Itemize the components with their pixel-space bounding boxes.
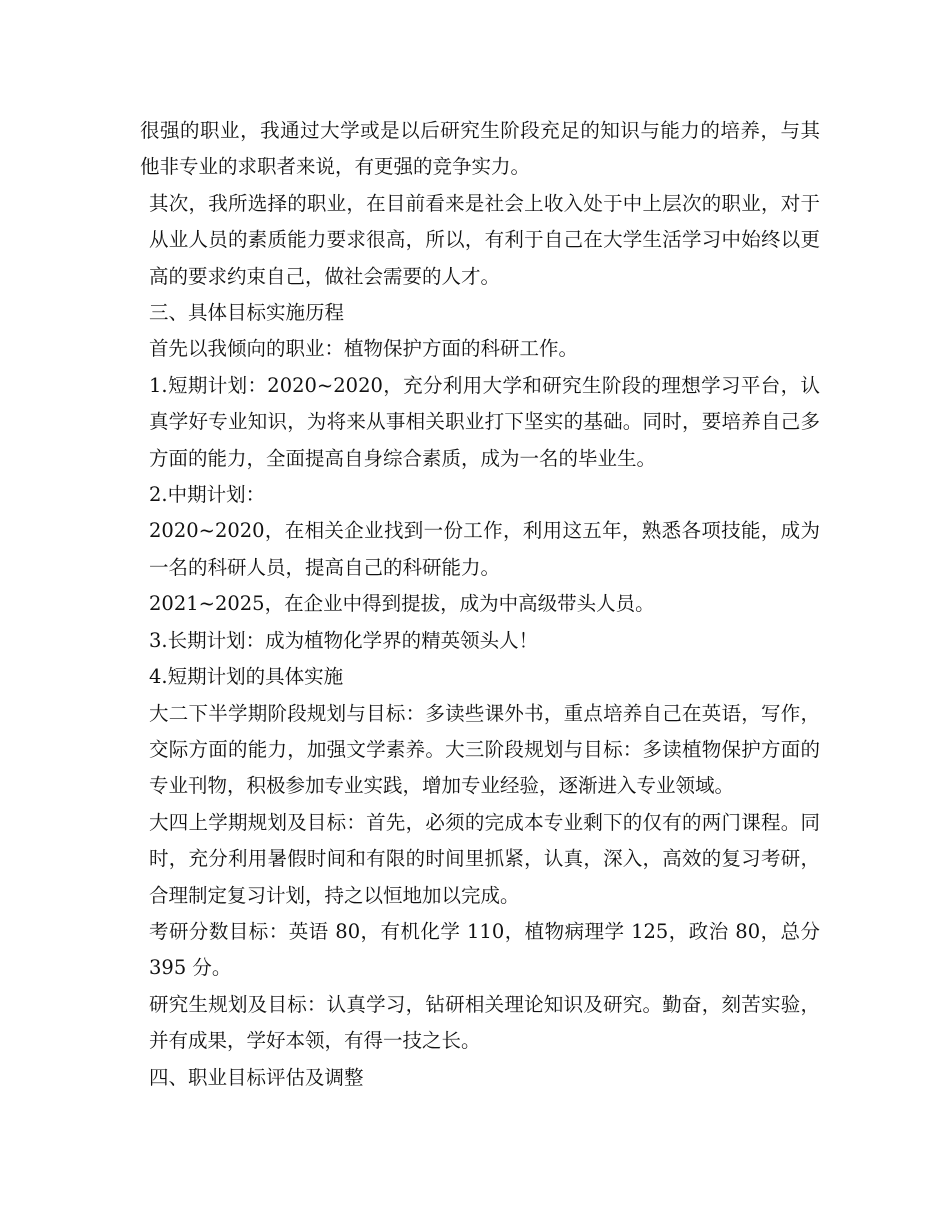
long-term-plan: 3.长期计划：成为植物化学界的精英领头人！ (149, 628, 539, 652)
paragraph-1: 很强的职业，我通过大学或是以后研究生阶段充足的知识与能力的培养，与其他非专业的求职者来说，有更强的竞争实力。 (140, 119, 820, 179)
mid-term-plan-1: 2020~2020，在相关企业找到一份工作，利用这五年，熟悉各项技能，成为一名的科研人员，提高自己的科研能力。 (149, 519, 820, 579)
senior-plan: 大四上学期规划及目标：首先，必须的完成本专业剩下的仅有的两门课程。同时，充分利用暑假时间和有限的时间里抓紧，认真，深入，高效的复习考研，合理制定复习计划，持之以恒地加以完成。 (149, 810, 820, 907)
short-term-plan: 1.短期计划：2020~2020，充分利用大学和研究生阶段的理想学习平台，认真学好专业知识，为将来从事相关职业打下坚实的基础。同时，要培养自己多方面的能力，全面提高自身综合素质，成为一名的毕业生。 (149, 373, 820, 470)
section-heading-4: 四、职业目标评估及调整 (149, 1065, 364, 1089)
paragraph-4: 首先以我倾向的职业：植物保护方面的科研工作。 (149, 337, 579, 361)
sophomore-junior-plan: 大二下半学期阶段规划与目标：多读些课外书，重点培养自己在英语，写作，交际方面的能力，加强文学素养。大三阶段规划与目标：多读植物保护方面的专业刊物，积极参加专业实践，增加专业经验，逐渐进入专业领域。 (149, 701, 820, 798)
mid-term-plan-2: 2021~2025，在企业中得到提拔，成为中高级带头人员。 (149, 592, 655, 616)
mid-term-plan-heading: 2.中期计划： (149, 483, 266, 507)
paragraph-2: 其次，我所选择的职业，在目前看来是社会上收入处于中上层次的职业，对于从业人员的素质能力要求很高，所以，有利于自己在大学生活学习中始终以更高的要求约束自己，做社会需要的人才。 (149, 191, 820, 288)
section-heading-3: 三、具体目标实施历程 (149, 301, 345, 325)
document-body (140, 113, 820, 1096)
graduate-plan: 研究生规划及目标：认真学习，钻研相关理论知识及研究。勤奋，刻苦实验，并有成果，学好本领，有得一技之长。 (149, 992, 820, 1053)
exam-score-goals: 考研分数目标：英语 80，有机化学 110，植物病理学 125，政治 80，总分 395 分。 (149, 919, 820, 980)
short-term-implementation-heading: 4.短期计划的具体实施 (149, 665, 344, 689)
